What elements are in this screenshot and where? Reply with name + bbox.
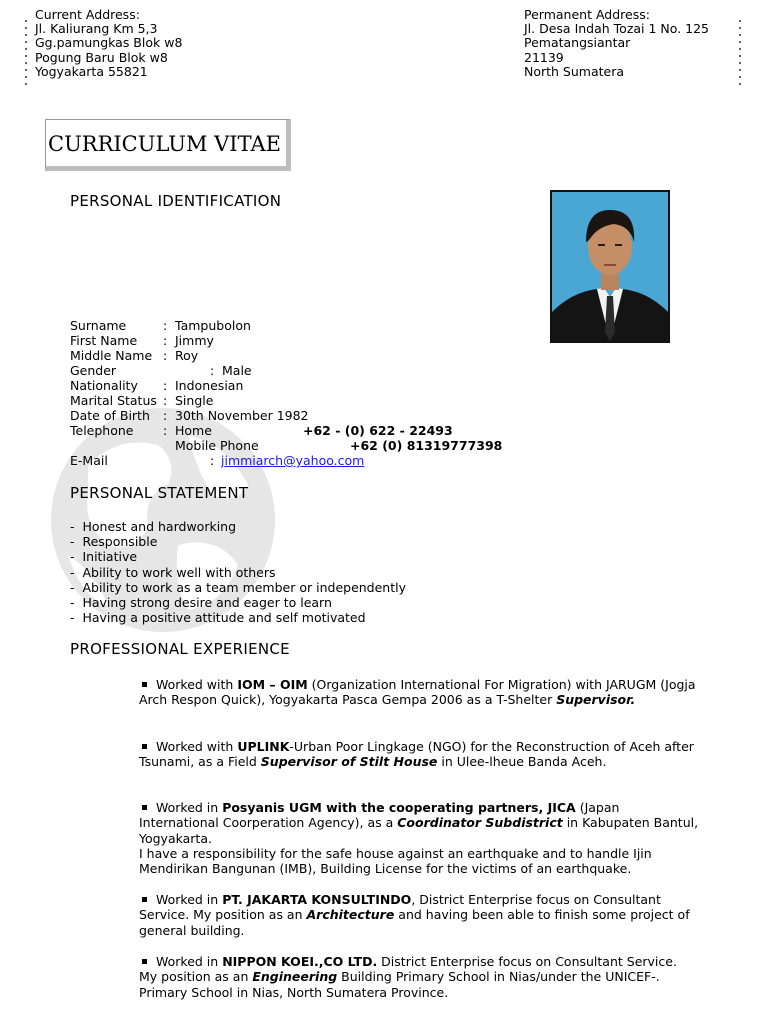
- exp-organization: NIPPON KOEI.,CO LTD.: [222, 954, 378, 969]
- experience-item-5: [139, 954, 699, 1000]
- value-surname: Tampubolon: [175, 318, 251, 333]
- colon: :: [163, 348, 168, 363]
- exp-position: Engineering: [252, 969, 338, 985]
- colon: :: [163, 378, 168, 393]
- label-marital-status: Marital Status: [70, 393, 157, 408]
- exp-text: Building Primary School in Nias/under the UNICEF-. Primary School in Nias, North Sumatera Province.: [139, 969, 660, 1000]
- exp-position: Architecture: [306, 907, 395, 923]
- section-heading-statement: PERSONAL STATEMENT: [70, 484, 249, 502]
- colon: :: [210, 453, 215, 468]
- exp-text: -Urban Poor Lingkage (NGO) for the Reconstruction of Aceh after Tsunami, as a Field: [139, 739, 694, 770]
- exp-text: Worked in: [156, 800, 223, 815]
- exp-text: and having been able to finish some project of general building.: [139, 907, 690, 938]
- exp-organization: Posyanis UGM with the cooperating partners, JICA: [222, 800, 576, 815]
- value-nationality: Indonesian: [175, 378, 244, 393]
- exp-text: , District Enterprise focus on Consultant Service. My position as an: [139, 892, 661, 923]
- colon: :: [210, 363, 215, 378]
- list-item: - Initiative: [70, 549, 138, 565]
- label-surname: Surname: [70, 318, 127, 333]
- exp-organization: UPLINK: [237, 739, 290, 754]
- exp-organization: PT. JAKARTA KONSULTINDO: [222, 892, 412, 907]
- current-address-heading: Current Address:: [35, 7, 140, 22]
- exp-text: (Japan International Coorperation Agency), as a: [139, 800, 620, 831]
- experience-item-4: [139, 892, 699, 938]
- list-item-text: Having a positive attitude and self motivated: [82, 610, 366, 626]
- experience-item-3: [139, 800, 699, 876]
- exp-text: Worked with: [156, 739, 238, 754]
- exp-text: Worked with: [156, 677, 238, 692]
- list-item: - Having a positive attitude and self motivated: [70, 610, 366, 626]
- list-item-text: Initiative: [82, 549, 138, 565]
- colon: :: [163, 408, 168, 423]
- current-address-line: Jl. Kaliurang Km 5,3: [35, 21, 158, 37]
- exp-position: Coordinator Subdistrict: [397, 815, 563, 831]
- permanent-address-line: Jl. Desa Indah Tozai 1 No. 125: [524, 21, 710, 37]
- bullet-icon: [142, 682, 147, 687]
- label-nationality: Nationality: [70, 378, 138, 393]
- permanent-address-line: North Sumatera: [524, 63, 625, 79]
- bullet-icon: [142, 805, 147, 810]
- list-item: - Having strong desire and eager to learn: [70, 595, 332, 611]
- exp-text: I have a responsibility for the safe house against an earthquake and to handle Ijin Mendirikan Bangunan (IMB), Building License for the victims of an earthquake.: [139, 845, 652, 877]
- colon: :: [163, 318, 168, 333]
- exp-text: District Enterprise focus on Consultant Service. My position as an: [139, 954, 677, 985]
- section-heading-experience: PROFESSIONAL EXPERIENCE: [70, 640, 290, 658]
- exp-position: Supervisor.: [556, 692, 636, 708]
- colon: :: [163, 393, 168, 408]
- list-item-text: Ability to work well with others: [82, 564, 276, 580]
- dotted-border-left: [24, 20, 28, 90]
- value-date-of-birth: 30th November 1982: [175, 408, 309, 423]
- label-date-of-birth: Date of Birth: [70, 408, 150, 423]
- label-home: Home: [175, 423, 212, 438]
- value-mobile-phone: +62 (0) 81319777398: [350, 438, 503, 453]
- label-email: E-Mail: [70, 453, 108, 468]
- bullet-icon: [142, 897, 147, 902]
- permanent-address-line: Pematangsiantar: [524, 35, 631, 51]
- experience-item-2: [139, 739, 699, 770]
- permanent-address-line: 21139: [524, 49, 564, 65]
- label-mobile-phone: Mobile Phone: [175, 438, 259, 453]
- exp-text: (Organization International For Migration) with JARUGM (Jogja Arch Respon Quick), Yogyakarta Pasca Gempa 2006 as a T-Shelter: [139, 677, 696, 708]
- exp-position: Supervisor of Stilt House: [260, 754, 438, 770]
- list-item: - Honest and hardworking: [70, 519, 237, 534]
- list-item-text: Honest and hardworking: [82, 519, 237, 534]
- current-address-line: Gg.pamungkas Blok w8: [35, 35, 183, 51]
- value-first-name: Jimmy: [175, 333, 214, 348]
- exp-text: in Kabupaten Bantul, Yogyakarta.: [139, 815, 699, 846]
- value-home-phone: +62 - (0) 622 - 22493: [303, 423, 453, 438]
- list-item-text: Ability to work as a team member or independently: [82, 579, 406, 595]
- value-marital-status: Single: [175, 393, 214, 408]
- current-address-line: Pogung Baru Blok w8: [35, 49, 168, 65]
- experience-item-1: [139, 677, 699, 708]
- list-item-text: Responsible: [82, 534, 158, 550]
- exp-text: in Ulee-lheue Banda Aceh.: [437, 754, 607, 770]
- permanent-address-heading: Permanent Address:: [524, 7, 650, 22]
- person-photo-icon: [552, 192, 668, 341]
- label-first-name: First Name: [70, 333, 138, 348]
- document-title: CURRICULUM VITAE: [48, 132, 281, 156]
- list-item: - Ability to work well with others: [70, 564, 276, 580]
- list-item-text: Having strong desire and eager to learn: [82, 595, 332, 611]
- colon: :: [163, 423, 168, 438]
- profile-photo: [550, 190, 670, 343]
- label-gender: Gender: [70, 363, 117, 378]
- exp-text: Worked in: [156, 892, 223, 907]
- label-middle-name: Middle Name: [70, 348, 153, 363]
- title-box: [45, 119, 291, 171]
- value-middle-name: Roy: [175, 348, 199, 363]
- exp-text: Worked in: [156, 954, 223, 969]
- email-link[interactable]: jimmiarch@yahoo.com: [221, 453, 365, 468]
- dotted-border-right: [738, 20, 742, 90]
- value-gender: Male: [222, 363, 252, 378]
- colon: :: [163, 333, 168, 348]
- current-address: [35, 8, 182, 79]
- section-heading-identification: PERSONAL IDENTIFICATION: [70, 192, 282, 210]
- bullet-icon: [142, 959, 147, 964]
- statement-list: [70, 519, 406, 625]
- identification-details: [70, 318, 550, 478]
- current-address-line: Yogyakarta 55821: [35, 63, 148, 79]
- exp-organization: IOM – OIM: [237, 677, 308, 692]
- list-item: - Ability to work as a team member or independently: [70, 579, 406, 595]
- list-item: - Responsible: [70, 534, 158, 550]
- bullet-icon: [142, 744, 147, 749]
- label-telephone: Telephone: [70, 423, 134, 438]
- permanent-address: [524, 8, 709, 79]
